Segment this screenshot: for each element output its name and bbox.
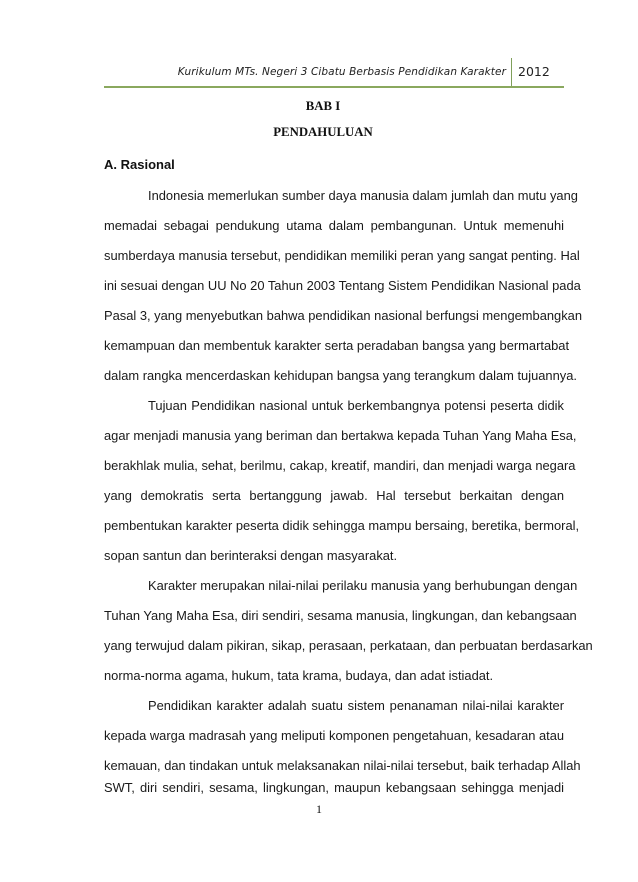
paragraph-line: sopan santun dan berinteraksi dengan masyarakat. (104, 548, 398, 563)
paragraph-line: sumberdaya manusia tersebut, pendidikan memiliki peran yang sangat penting. Hal (104, 248, 580, 263)
paragraph-line: Pasal 3, yang menyebutkan bahwa pendidikan nasional berfungsi mengembangkan (104, 308, 582, 323)
page-header (104, 58, 564, 88)
paragraph-line: yang terwujud dalam pikiran, sikap, perasaan, perkataan, dan perbuatan berdasarkan (104, 638, 593, 653)
chapter-number: BAB I (305, 99, 341, 113)
header-rule (104, 86, 564, 88)
header-divider (511, 58, 512, 86)
paragraph-line: norma-norma agama, hukum, tata krama, budaya, dan adat istiadat. (104, 668, 494, 683)
paragraph-line: ini sesuai dengan UU No 20 Tahun 2003 Tentang Sistem Pendidikan Nasional pada (104, 278, 581, 293)
paragraph-line: dalam rangka mencerdaskan kehidupan bangsa yang terangkum dalam tujuannya. (104, 368, 577, 383)
paragraph-line: pembentukan karakter peserta didik sehingga mampu bersaing, beretika, bermoral, (104, 518, 580, 533)
paragraph-line: Tujuan Pendidikan nasional untuk berkembangnya potensi peserta didik (148, 398, 564, 413)
paragraph-line: SWT, diri sendiri, sesama, lingkungan, maupun kebangsaan sehingga menjadi (104, 780, 564, 795)
paragraph-line: yang demokratis serta bertanggung jawab. Hal tersebut berkaitan dengan (104, 488, 564, 503)
paragraph-line: Pendidikan karakter adalah suatu sistem penanaman nilai-nilai karakter (148, 698, 564, 713)
paragraph-line: berakhlak mulia, sehat, berilmu, cakap, kreatif, mandiri, dan menjadi warga negara (104, 458, 576, 473)
paragraph-line: Indonesia memerlukan sumber daya manusia dalam jumlah dan mutu yang (148, 188, 578, 203)
section-heading: A. Rasional (104, 157, 175, 172)
paragraph-line: Karakter merupakan nilai-nilai perilaku manusia yang berhubungan dengan (148, 578, 578, 593)
paragraph-line: memadai sebagai pendukung utama dalam pembangunan. Untuk memenuhi (104, 218, 564, 233)
paragraph-line: kemampuan dan membentuk karakter serta peradaban bangsa yang bermartabat (104, 338, 570, 353)
paragraph-line: agar menjadi manusia yang beriman dan bertakwa kepada Tuhan Yang Maha Esa, (104, 428, 577, 443)
header-title: Kurikulum MTs. Negeri 3 Cibatu Berbasis Pendidikan Karakter (177, 66, 506, 78)
header-year: 2012 (518, 64, 550, 79)
paragraph-line: Tuhan Yang Maha Esa, diri sendiri, sesama manusia, lingkungan, dan kebangsaan (104, 608, 577, 623)
paragraph-line: kemauan, dan tindakan untuk melaksanakan nilai-nilai tersebut, baik terhadap Allah (104, 758, 581, 773)
chapter-title: PENDAHULUAN (273, 125, 373, 139)
paragraph-line: kepada warga madrasah yang meliputi komponen pengetahuan, kesadaran atau (104, 728, 565, 743)
page-number: 1 (316, 802, 322, 816)
